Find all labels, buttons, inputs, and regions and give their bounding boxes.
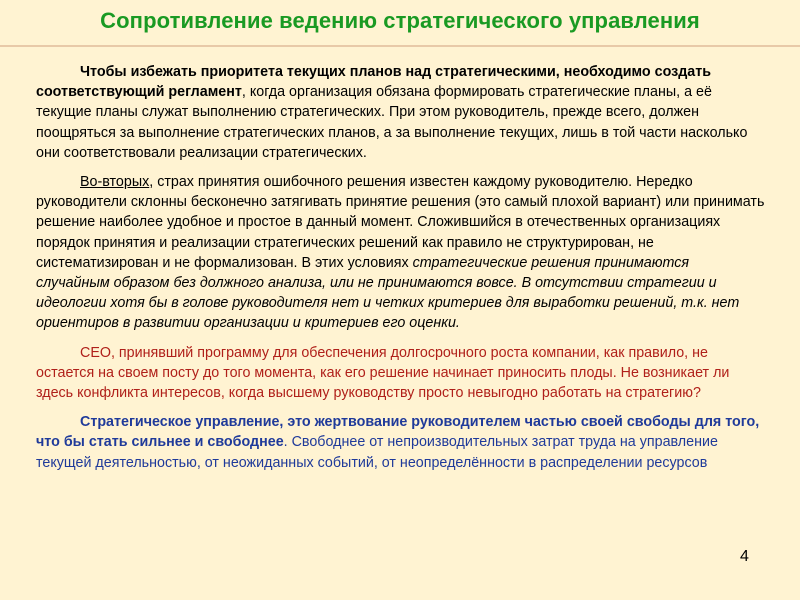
paragraph-strategic-management-text: . Свободнее от непроизводительных затрат труда на управление текущей деятельностью, от неожиданных событий, от неопределённости в распределении ресурсов [36,434,718,471]
paragraph-fear-of-error [36,172,766,334]
slide-body [36,62,766,482]
paragraph-regulation [36,62,766,163]
paragraph-regulation-text: , когда организация обязана формировать стратегические планы, а её текущие планы служат выполнению стратегических. При этом руководитель, прежде всего, должен поощряться за выполнение стратегических планов, а за выполнение текущих, лишь в той части насколько они соответствовали реализации стратегических. [36,84,748,161]
page-number: 4 [740,548,749,565]
slide-title: Сопротивление ведению стратегического управления [100,8,700,33]
paragraph-ceo-conflict: CEO, принявший программу для обеспечения долгосрочного роста компании, как правило, не остается на своем посту до того момента, как его решение начинает приносить плоды. Не возникает ли здесь конфликта интересов, когда высшему руководству просто невыгодно работать на стратегию? [36,344,730,402]
title-divider [0,45,800,47]
paragraph-strategic-management-lead: Стратегическое управление, это жертвование руководителем частью своей свободы для того, что бы стать сильнее и свободнее [36,414,760,451]
paragraph-fear-of-error-italic: стратегические решения принимаются случайным образом без должного анализа, или не принимаются вовсе. В отсутствии стратегии и идеологии хотя бы в голове руководителя нет и четких критериев для выработки решений, т.к. нет ориентиров в развитии организации и критериев его оценки. [36,254,740,332]
paragraph-fear-of-error-marker: Во-вторых [80,174,150,191]
paragraph-fear-of-error-text: , страх принятия ошибочного решения известен каждому руководителю. Нередко руководители склонны бесконечно затягивать принятие решения (это самый плохой вариант) или принимать решение наиболее удобное и простое в данный момент. Сложившийся в отечественных организациях порядок принятия и реализации стратегических решений как правило не структурирован, не систематизирован и не формализован. В этих условиях [36,174,765,271]
paragraph-regulation-lead: Чтобы избежать приоритета текущих планов над стратегическими, необходимо создать соответствующий регламент [36,64,712,101]
paragraph-strategic-management [36,412,766,473]
